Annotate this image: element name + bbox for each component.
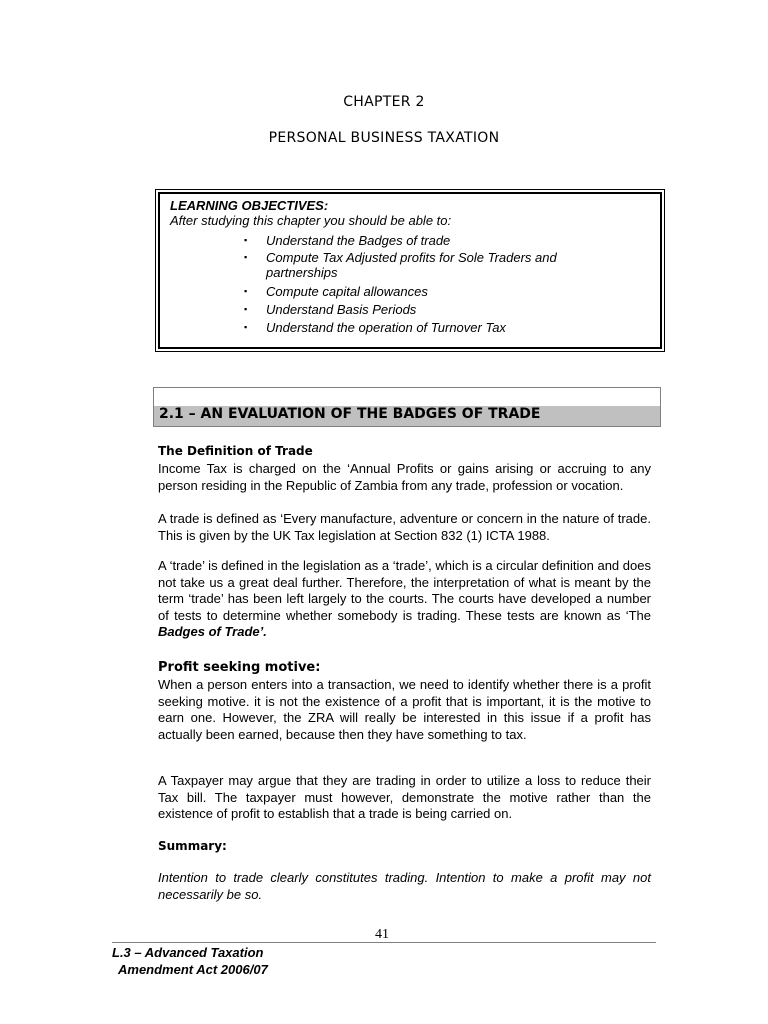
objective-text: Compute Tax Adjusted profits for Sole Traders and partnerships	[266, 250, 557, 280]
bullet-icon: ▪	[244, 304, 248, 314]
definition-paragraph-1: Income Tax is charged on the ‘Annual Profits or gains arising or accruing to any person residing in the Republic of Zambia from any trade, profession or vocation.	[158, 461, 651, 493]
definition-paragraph-2: A trade is defined as ‘Every manufacture, adventure or concern in the nature of trade. This is given by the UK Tax legislation at Section 832 (1) ICTA 1988.	[158, 511, 651, 543]
section-title: 2.1 – AN EVALUATION OF THE BADGES OF TRADE	[159, 406, 541, 422]
footer-course-title: L.3 – Advanced Taxation	[112, 945, 264, 960]
objective-item	[244, 250, 594, 280]
objective-item	[244, 233, 594, 248]
chapter-title: PERSONAL BUSINESS TAXATION	[268, 130, 500, 146]
profit-motive-paragraph-2: A Taxpayer may argue that they are trading in order to utilize a loss to reduce their Tax bill. The taxpayer must however, demonstrate the motive rather than the existence of profit to establish that a trade is being carried on.	[158, 773, 651, 821]
page-number: 41	[375, 927, 389, 942]
definition-paragraph-3-text: A ‘trade’ is defined in the legislation as a ‘trade’, which is a circular definition and does not take us a great deal further. Therefore, the interpretation of what is meant by the term ‘trade’ has been left largely to the courts. The courts have developed a number of tests to determine whether somebody is trading. These tests are known as ‘The	[158, 558, 651, 623]
profit-motive-heading: Profit seeking motive:	[158, 660, 321, 675]
objective-text: Understand the operation of Turnover Tax	[266, 320, 506, 335]
summary-text: Intention to trade clearly constitutes trading. Intention to make a profit may not necessarily be so.	[158, 870, 651, 902]
bullet-icon: ▪	[244, 252, 248, 262]
summary-heading: Summary:	[158, 839, 227, 853]
bullet-icon: ▪	[244, 286, 248, 296]
learning-objectives-heading: LEARNING OBJECTIVES:	[170, 198, 329, 213]
objective-item	[244, 302, 594, 317]
profit-motive-paragraph-1: When a person enters into a transaction, we need to identify whether there is a profit seeking motive. it is not the existence of a profit that is important, it is the motive to earn one. However, the ZRA will really be interested in this issue if a profit has actually been earned, because then they have something to tax.	[158, 677, 651, 742]
bullet-icon: ▪	[244, 322, 248, 332]
objective-item	[244, 284, 594, 299]
footer-rule	[112, 942, 656, 943]
objective-text: Understand the Badges of trade	[266, 233, 451, 248]
bullet-icon: ▪	[244, 235, 248, 245]
objective-text: Understand Basis Periods	[266, 302, 417, 317]
definition-paragraph-3	[158, 558, 651, 641]
badges-of-trade-emphasis: Badges of Trade’.	[158, 624, 267, 639]
objective-text: Compute capital allowances	[266, 284, 428, 299]
chapter-number: CHAPTER 2	[343, 94, 425, 110]
learning-objectives-intro: After studying this chapter you should be able to:	[170, 213, 452, 228]
objective-item	[244, 320, 594, 335]
footer-edition: Amendment Act 2006/07	[118, 962, 268, 977]
definition-heading: The Definition of Trade	[158, 444, 313, 458]
